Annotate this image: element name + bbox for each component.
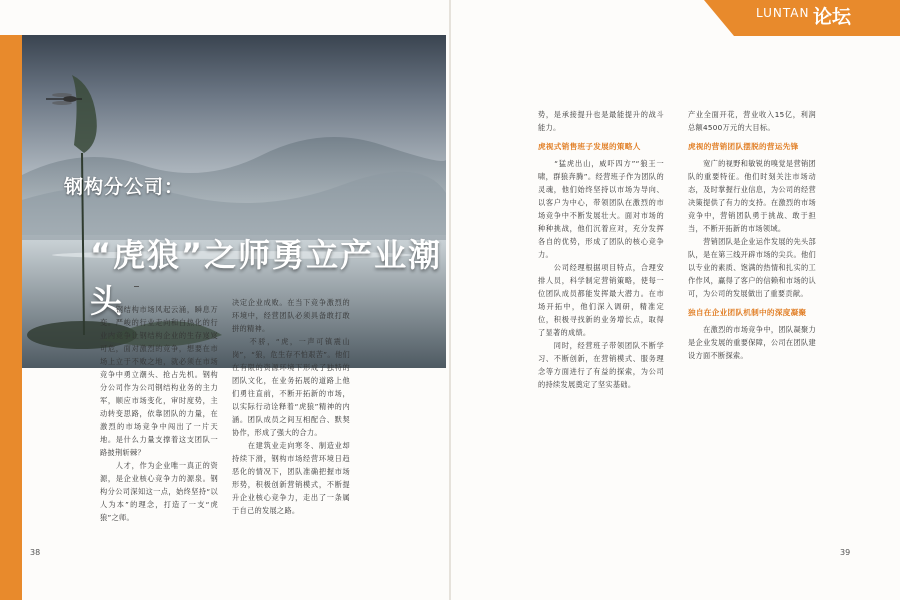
column-4-body: 宽广的视野和敏锐的嗅觉是营销团队的重要特征。他们时刻关注市场动态，及时掌握行业信息，为公司的经营决策提供了有力的支持。在激烈的市场竞争中，营销团队勇于挑战、敢于担当，不断开拓新的市场领域。 营销团队是企业运作发展的先头部队，是在第三线开辟市场的尖兵。他们以专业的素质、饱满的热情和扎实的工作作风，赢得了客户的信赖和市场的认可，为公司的发展做出了重要贡献。 xyxy=(688,159,816,298)
column-3-heading: 虎视式销售班子发展的策略人 xyxy=(538,142,641,151)
column-4-body-2: 在激烈的市场竞争中，团队凝聚力是企业发展的重要保障，公司在团队建设方面不断探索。 xyxy=(688,325,816,360)
left-accent-bar xyxy=(0,35,22,600)
page-number-left: 38 xyxy=(30,548,41,557)
column-4-heading: 虎视的营销团队摆脱的营运先锋 xyxy=(688,142,799,151)
text-column-4 xyxy=(688,108,816,548)
section-label-english: LUNTAN xyxy=(756,6,810,20)
article-title: “虎狼”之师勇立产业潮头 xyxy=(90,236,443,320)
column-4-lead: 产业全面开花，营业收入15亿，利润总额4500万元的大目标。 xyxy=(688,110,816,132)
section-label-chinese: 论坛 xyxy=(813,6,852,28)
text-column-2: 决定企业成败。在当下竞争激烈的环境中，经营团队必须具备敢打敢拼的精神。 不骄，“虎，一声可镇震山岗”，“狼，危生存不怕艰苦”。他们在有限的资源环境下形成了独特的团队文化，在业务拓展的道路上他们勇往直前，不断开拓新的市场，以实际行动诠释着“虎狼”精神的内涵。团队成员之间互相配合、默契协作，形成了强大的合力。 在建筑业走向寒冬、制造业却持续下滑，钢构市场经营环境日趋恶化的情况下，团队准确把握市场形势，积极创新营销模式，不断提升企业核心竞争力，走出了一条属于自己的发展之路。 xyxy=(232,298,350,515)
text-column-1: 钢结构市场风起云涌，瞬息万变。严峻的行业走向和白热化的行业内竞争让钢结构企业的生存岌岌可危，面对激烈的竞争，想要在市场上立于不败之地，就必须在市场竞争中勇立潮头、抢占先机。钢构分公司作为公司钢结构业务的主力军，顺应市场变化，审时度势，主动转变思路，依靠团队的力量，在激烈的市场竞争中闯出了一片天地。是什么力量支撑着这支团队一路披荆斩棘？ 人才，作为企业唯一真正的资源，是企业核心竞争力的源泉。钢构分公司深知这一点，始终坚持“以人为本”的理念，打造了一支“虎狼”之师。 xyxy=(100,305,218,522)
page-number-right: 39 xyxy=(840,548,851,557)
article-subtitle: 钢构分公司： xyxy=(64,176,185,198)
page-gutter xyxy=(449,0,451,600)
column-4-heading-2: 独自在企业团队机制中的深度凝聚 xyxy=(688,308,807,317)
column-3-lead: 势，是承接提升也是最能提升的战斗能力。 xyxy=(538,110,664,132)
column-3-body: “猛虎出山，威吓四方”“狼王一啸，群狼奔腾”。经营班子作为团队的灵魂，他们始终坚持以市场为导向、以客户为中心，带领团队在激烈的市场竞争中不断发展壮大。面对市场的种种挑战，他们沉着应对，充分发挥各自的优势，形成了团队的核心竞争力。 公司经理根据项目特点，合理安排人员，科学制定营销策略，使每一位团队成员都能发挥最大潜力。在市场开拓中，他们深入调研，精准定位，积极寻找新的业务增长点，取得了显著的成绩。 同时，经营班子带领团队不断学习、不断创新，在营销模式、服务理念等方面进行了有益的探索，为公司的持续发展奠定了坚实基础。 xyxy=(538,159,664,389)
text-column-3 xyxy=(538,108,664,548)
divider-dash xyxy=(134,286,139,287)
